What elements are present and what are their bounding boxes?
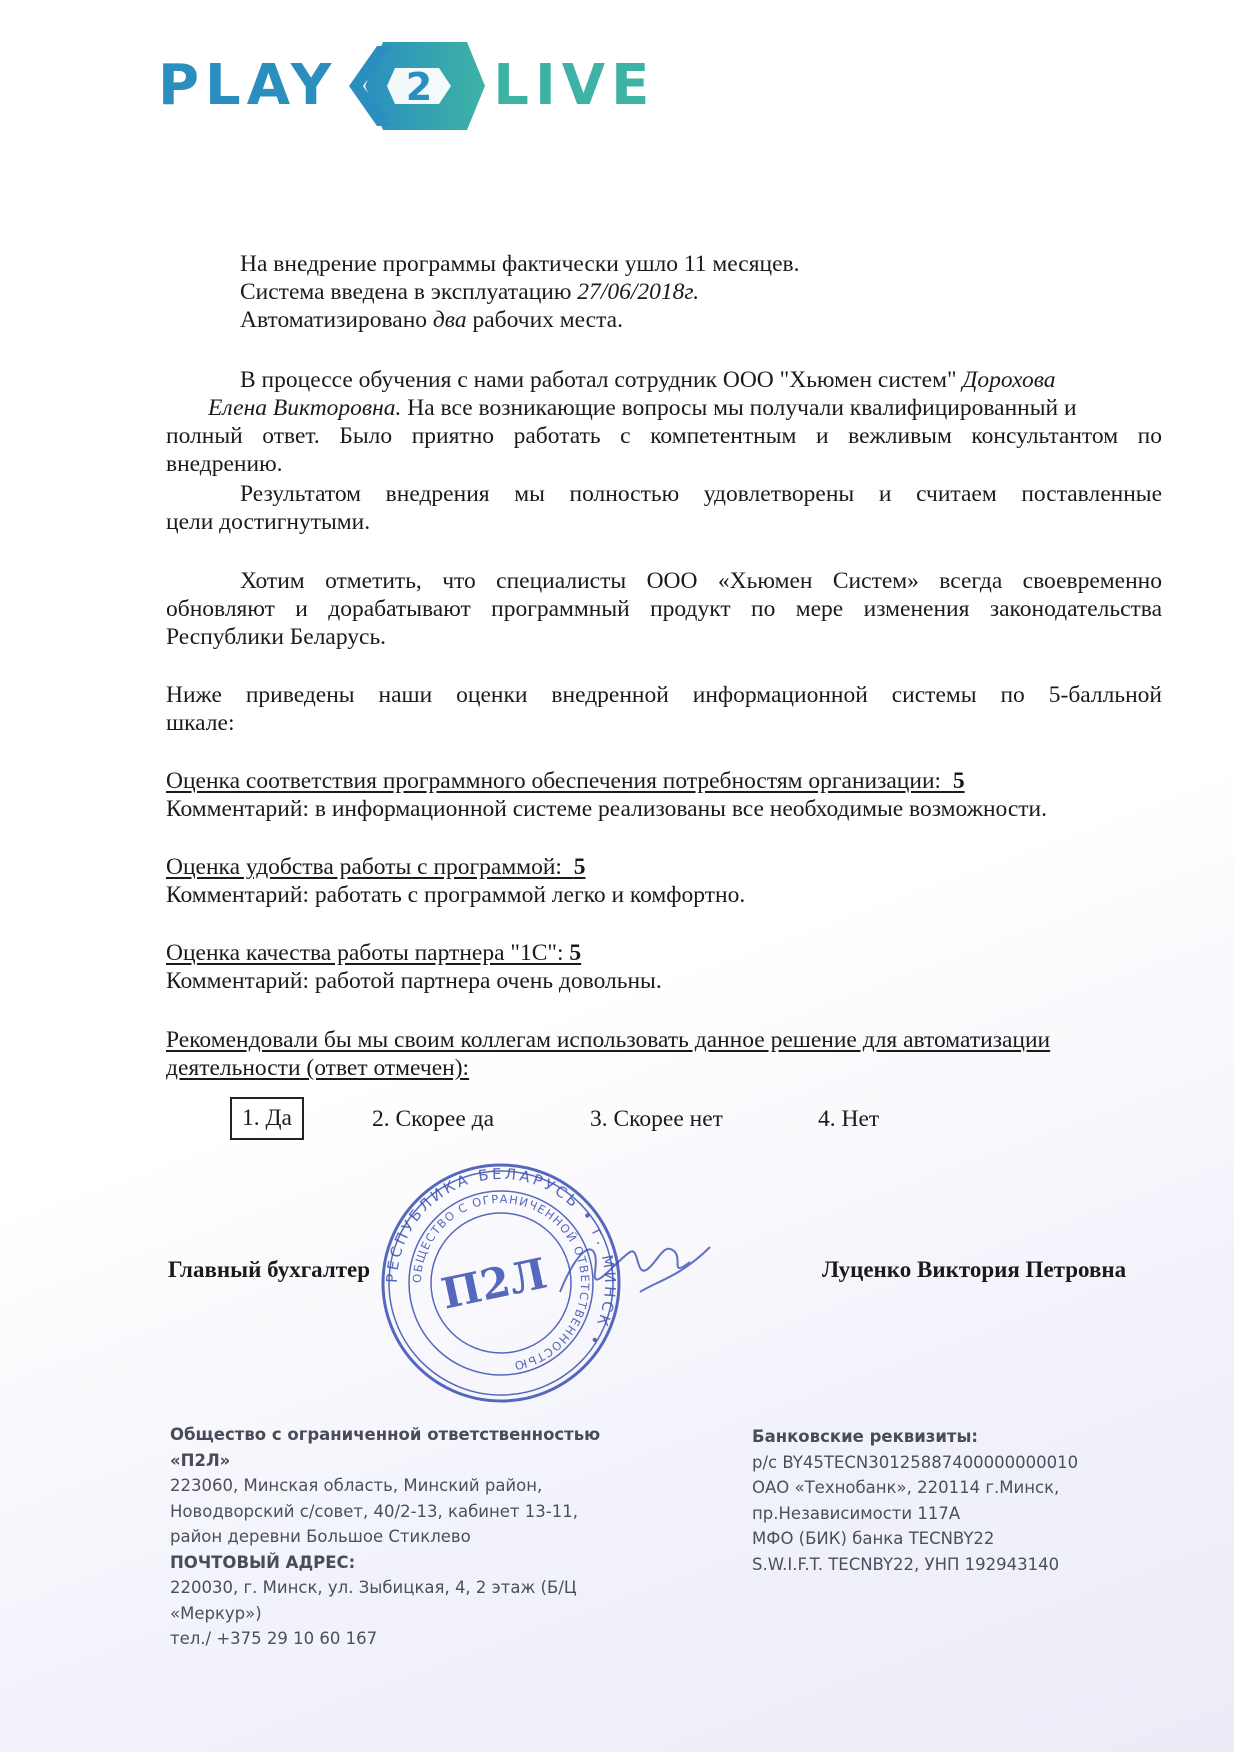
company-logo [158, 38, 655, 134]
rating-2-comment: Комментарий: работать с программой легко и комфортно. [166, 882, 746, 908]
intro-line-1: На внедрение программы фактически ушло 11 месяцев. [240, 251, 800, 277]
para1-line-1: В процессе обучения с нами работал сотрудник ООО "Хьюмен систем" Дорохова [240, 367, 1056, 393]
rating-1-comment: Комментарий: в информационной системе реализованы все необходимые возможности. [166, 796, 1048, 822]
intro-line-2: Система введена в эксплуатацию 27/06/2018г. [240, 279, 700, 305]
para3-line-3: Республики Беларусь. [166, 624, 387, 650]
para1-line-4: внедрению. [166, 451, 283, 477]
footer-phone: тел./ +375 29 10 60 167 [170, 1629, 378, 1648]
footer-bank-swift: S.W.I.F.T. TECNBY22, УНП 192943140 [752, 1554, 1060, 1574]
footer-postal-address-1: 220030, г. Минск, ул. Зыбицкая, 4, 2 этаж (Б/Ц [170, 1578, 577, 1597]
logo-text-live: LIVE [493, 53, 656, 118]
recommend-question-line-1: Рекомендовали бы мы своим коллегам использовать данное решение для автоматизации [166, 1027, 1051, 1053]
rating-2-label: Оценка удобства работы с программой: 5 [166, 854, 586, 880]
handwritten-signature [540, 1222, 720, 1312]
para3-line-1: Хотим отметить, что специалисты ООО «Хьюмен Систем» всегда своевременно [240, 568, 1162, 594]
footer-legal-address-3: район деревни Большое Стиклево [170, 1527, 471, 1546]
para1-line-2: Елена Викторовна. На все возникающие вопросы мы получали квалифицированный и [208, 395, 1077, 421]
footer-company-name: «П2Л» [170, 1450, 231, 1470]
para3-line-2: обновляют и дорабатывают программный продукт по мере изменения законодательства [166, 596, 1162, 622]
option-yes-selected: 1. Да [230, 1097, 304, 1140]
workplaces-count: два [432, 307, 467, 333]
footer-company-details [170, 1422, 600, 1652]
logo-text-play: PLAY [158, 53, 338, 118]
footer-bank-name: ОАО «Технобанк», 220114 г.Минск, [752, 1478, 1060, 1497]
stamp-middle-text: ОБЩЕСТВО С ОГРАНИЧЕННОЙ ОТВЕТСТВЕННОСТЬЮ [409, 1191, 593, 1374]
footer-legal-address-2: Новодворский с/совет, 40/2-13, кабинет 13-11, [170, 1501, 578, 1521]
rating-3-score: 5 [569, 940, 582, 966]
para2-line-1: Результатом внедрения мы полностью удовлетворены и считаем поставленные [240, 481, 1162, 507]
footer-postal-heading: ПОЧТОВЫЙ АДРЕС: [170, 1552, 356, 1572]
option-rather-no: 3. Скорее нет [590, 1106, 723, 1132]
rating-1-label: Оценка соответствия программного обеспечения потребностям организации: 5 [166, 768, 965, 794]
footer-postal-address-2: «Меркур») [170, 1603, 262, 1623]
rating-1-score: 5 [952, 768, 965, 794]
logo-diamond-icon [347, 38, 487, 134]
footer-company-type: Общество с ограниченной ответственностью [170, 1425, 601, 1444]
para1-line-3: полный ответ. Было приятно работать с компетентным и вежливым консультантом по [166, 423, 1162, 449]
para4-line-1: Ниже приведены наши оценки внедренной информационной системы по 5-балльной [166, 682, 1162, 708]
footer-bank-account: р/с BY45TECN30125887400000000010 [752, 1452, 1079, 1472]
stamp-center-text: П2Л [437, 1248, 552, 1319]
option-no: 4. Нет [818, 1106, 880, 1132]
signer-name: Луценко Виктория Петровна [822, 1257, 1127, 1282]
para2-line-2: цели достигнутыми. [166, 509, 371, 535]
footer-bank-address: пр.Независимости 117А [752, 1503, 961, 1523]
rating-2-score: 5 [573, 854, 586, 880]
footer-bank-details [752, 1424, 1078, 1577]
option-rather-yes: 2. Скорее да [372, 1106, 495, 1132]
rating-3-comment: Комментарий: работой партнера очень довольны. [166, 968, 662, 994]
stamp-outer-text: РЕСПУБЛИКА БЕЛАРУСЬ • г. МИНСК • [382, 1164, 620, 1351]
rating-3-label: Оценка качества работы партнера "1С": 5 [166, 940, 582, 966]
signer-position: Главный бухгалтер [168, 1257, 371, 1282]
footer-bank-bic: МФО (БИК) банка TECNBY22 [752, 1529, 995, 1548]
intro-line-3: Автоматизировано два рабочих места. [240, 307, 623, 333]
logo-mark-text: 2 [406, 65, 433, 109]
consultant-name: Елена Викторовна. [208, 395, 402, 421]
commissioning-date: 27/06/2018г. [577, 279, 700, 305]
footer-bank-heading: Банковские реквизиты: [752, 1427, 978, 1446]
para4-line-2: шкале: [166, 710, 235, 736]
footer-legal-address-1: 223060, Минская область, Минский район, [170, 1476, 543, 1495]
consultant-surname: Дорохова [962, 367, 1056, 393]
recommend-question-line-2: деятельности (ответ отмечен): [166, 1055, 470, 1081]
